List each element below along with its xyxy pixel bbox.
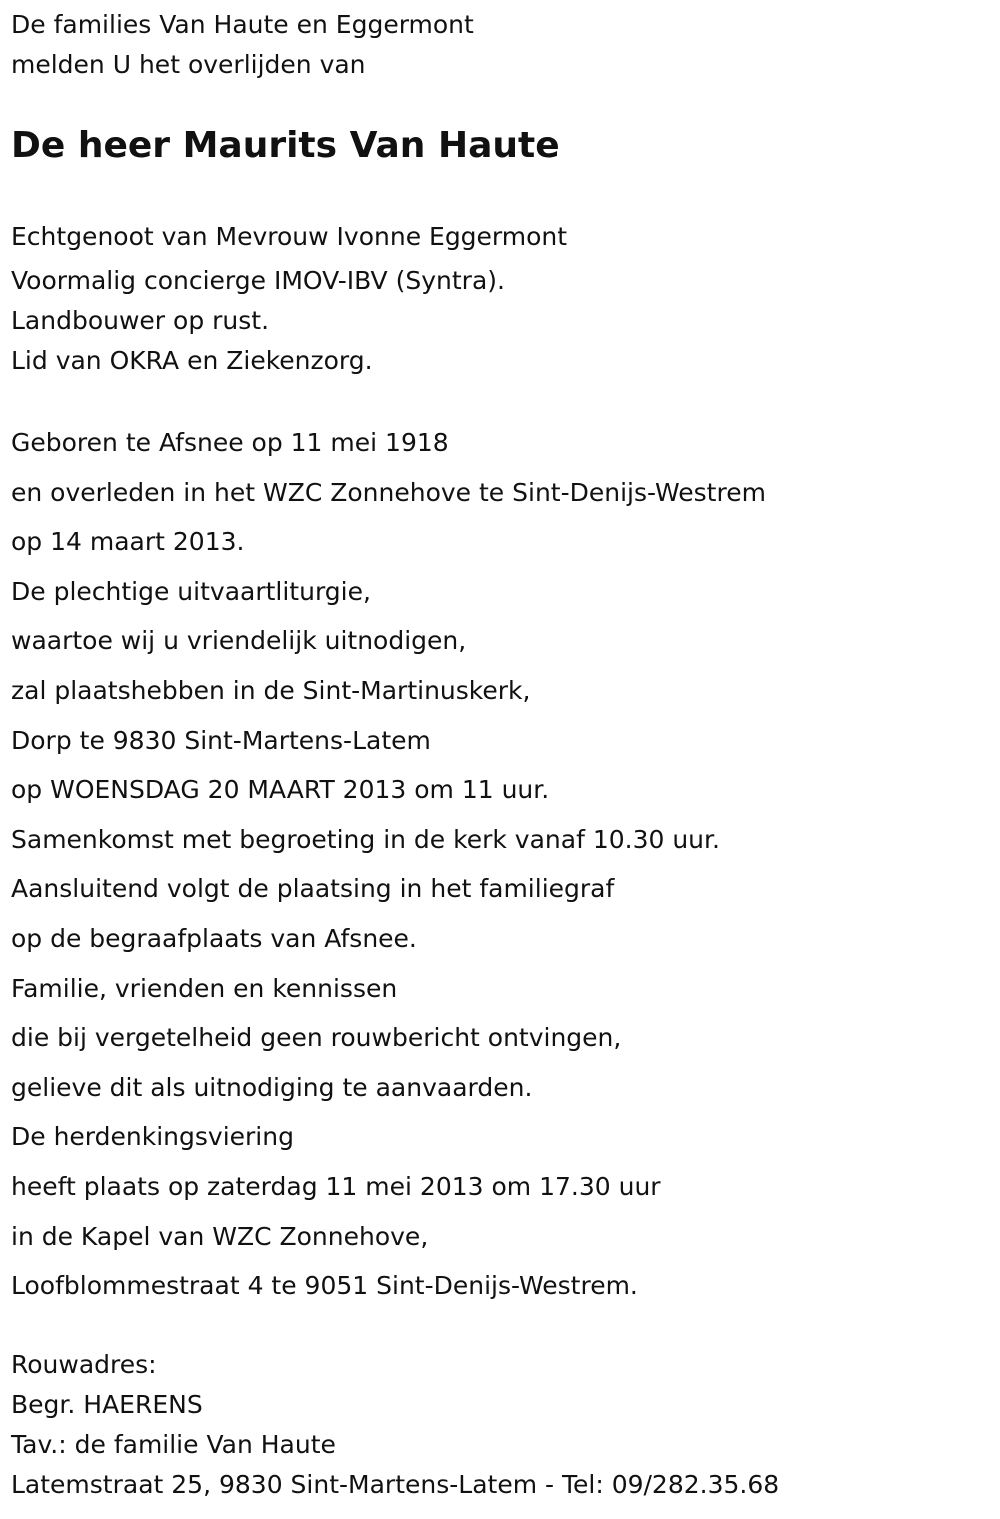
mourning-address-block [11, 1345, 779, 1505]
body-line: heeft plaats op zaterdag 11 mei 2013 om 17.30 uur [11, 1171, 661, 1201]
address-line: Begr. HAERENS [11, 1390, 203, 1419]
body-line: op de begraafplaats van Afsnee. [11, 923, 417, 953]
body-line: De plechtige uitvaartliturgie, [11, 576, 371, 606]
funeral-details-block [11, 418, 766, 1311]
address-heading: Rouwadres: [11, 1350, 157, 1379]
body-line: waartoe wij u vriendelijk uitnodigen, [11, 626, 467, 656]
address-line: Tav.: de familie Van Haute [11, 1430, 336, 1459]
body-line: Loofblommestraat 4 te 9051 Sint-Denijs-Westrem. [11, 1271, 638, 1301]
detail-line: Voormalig concierge IMOV-IBV (Syntra). [11, 266, 505, 295]
intro-line: melden U het overlijden van [11, 50, 366, 79]
body-line: Aansluitend volgt de plaatsing in het familiegraf [11, 874, 615, 904]
details-rest [11, 261, 567, 381]
body-line: en overleden in het WZC Zonnehove te Sint-Denijs-Westrem [11, 477, 766, 507]
intro-line: De families Van Haute en Eggermont [11, 10, 474, 39]
body-line: gelieve dit als uitnodiging te aanvaarden. [11, 1072, 533, 1102]
detail-line: Landbouwer op rust. [11, 306, 270, 335]
body-line: op 14 maart 2013. [11, 527, 245, 557]
body-line: zal plaatshebben in de Sint-Martinuskerk, [11, 675, 531, 705]
body-line: Samenkomst met begroeting in de kerk vanaf 10.30 uur. [11, 824, 720, 854]
body-line: Dorp te 9830 Sint-Martens-Latem [11, 725, 431, 755]
body-line: in de Kapel van WZC Zonnehove, [11, 1221, 429, 1251]
body-line: Familie, vrienden en kennissen [11, 973, 398, 1003]
deceased-name: De heer Maurits Van Haute [11, 125, 560, 166]
body-line: op WOENSDAG 20 MAART 2013 om 11 uur. [11, 775, 550, 805]
details-block [11, 213, 567, 381]
detail-line: Lid van OKRA en Ziekenzorg. [11, 346, 373, 375]
obituary-notice [11, 0, 991, 1499]
body-line: die bij vergetelheid geen rouwbericht ontvingen, [11, 1023, 622, 1053]
body-line: Geboren te Afsnee op 11 mei 1918 [11, 428, 449, 457]
address-line: Latemstraat 25, 9830 Sint-Martens-Latem - Tel: 09/282.35.68 [11, 1470, 780, 1499]
spouse-line: Echtgenoot van Mevrouw Ivonne Eggermont [11, 222, 568, 251]
body-line: De herdenkingsviering [11, 1122, 294, 1152]
intro-block [11, 0, 991, 85]
